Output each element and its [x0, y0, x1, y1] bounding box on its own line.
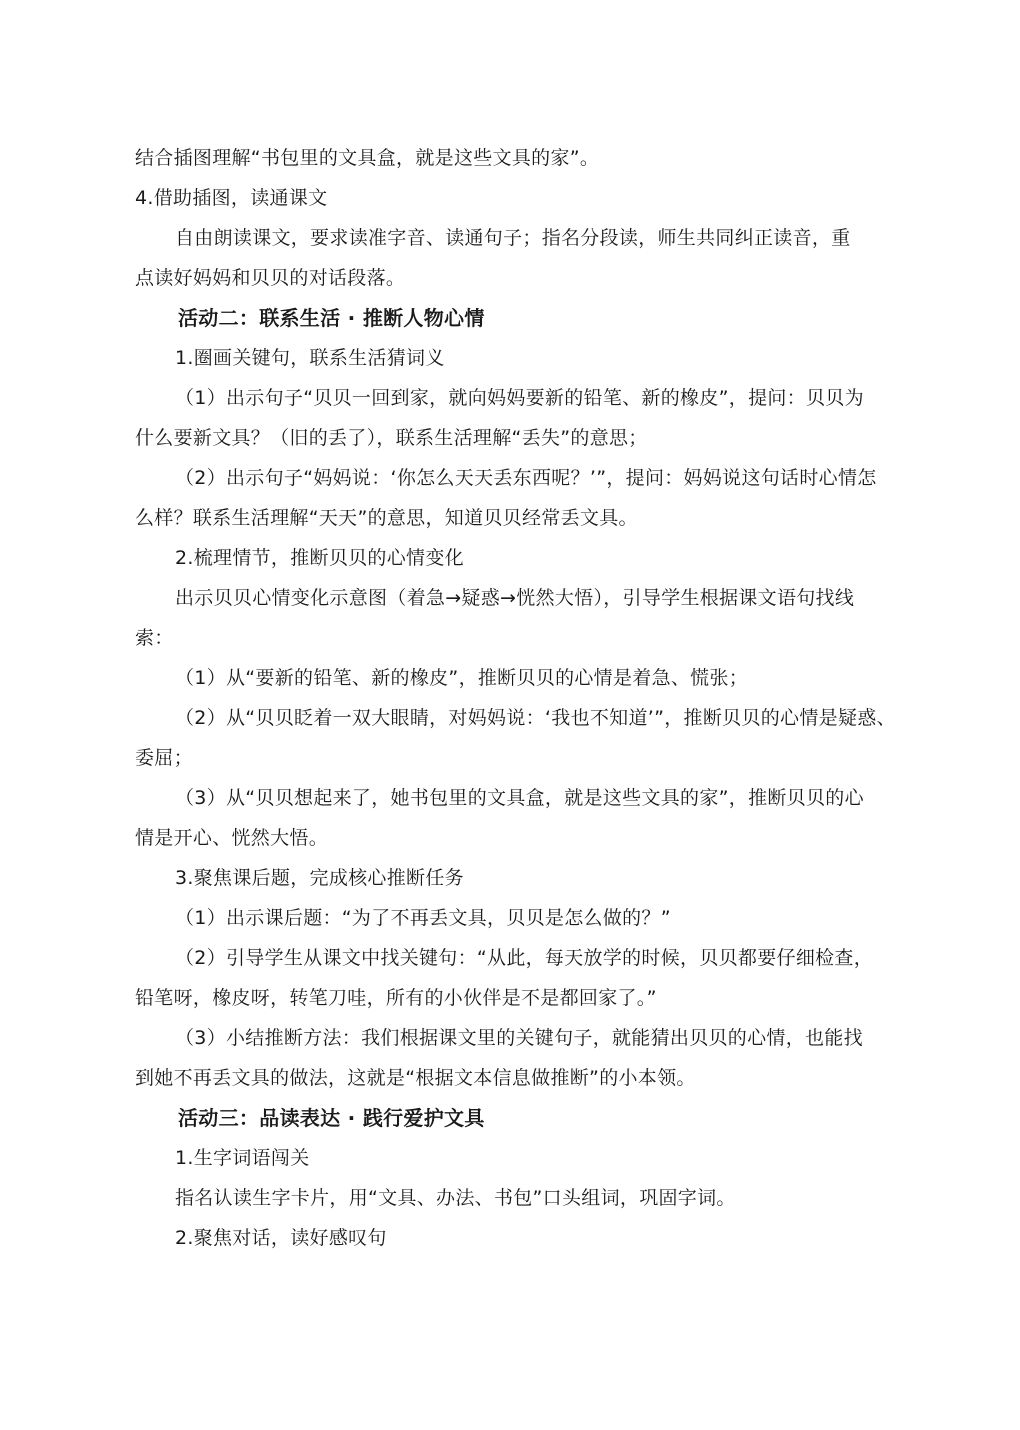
subsection-1: 1.圈画关键句，联系生活猜词义	[175, 347, 445, 369]
paragraph-line: （3）小结推断方法：我们根据课文里的关键句子，就能猜出贝贝的心情，也能找	[175, 1027, 863, 1049]
paragraph-line: （2）从“贝贝眨着一双大眼睛，对妈妈说：‘我也不知道’”，推断贝贝的心情是疑惑、	[175, 707, 896, 729]
paragraph-line: 出示贝贝心情变化示意图（着急→疑惑→恍然大悟），引导学生根据课文语句找线	[175, 587, 855, 609]
subsection-3: 3.聚焦课后题，完成核心推断任务	[175, 867, 464, 889]
paragraph-line: 自由朗读课文，要求读准字音、读通句子；指名分段读，师生共同纠正读音，重	[175, 227, 851, 249]
paragraph-line: （1）从“要新的铅笔、新的橡皮”，推断贝贝的心情是着急、慌张；	[175, 667, 749, 689]
paragraph-line: （1）出示课后题：“为了不再丢文具，贝贝是怎么做的？”	[175, 907, 671, 929]
section-item-4: 4.借助插图，读通课文	[135, 187, 328, 209]
paragraph-line: 么样？联系生活理解“天天”的意思，知道贝贝经常丢文具。	[135, 507, 638, 529]
paragraph-line: 结合插图理解“书包里的文具盒，就是这些文具的家”。	[135, 147, 600, 169]
activity-three-heading: 活动三：品读表达 · 践行爱护文具	[178, 1106, 485, 1130]
subsection-1: 1.生字词语闯关	[175, 1147, 310, 1169]
paragraph-line: 委屈；	[135, 747, 193, 769]
activity-two-heading: 活动二：联系生活 · 推断人物心情	[178, 306, 485, 330]
paragraph-line: 铅笔呀，橡皮呀，转笔刀哇，所有的小伙伴是不是都回家了。”	[135, 987, 657, 1009]
paragraph-line: （2）引导学生从课文中找关键句：“从此，每天放学的时候，贝贝都要仔细检查，	[175, 947, 874, 969]
paragraph-line: 指名认读生字卡片，用“文具、办法、书包”口头组词，巩固字词。	[175, 1187, 736, 1209]
paragraph-line: 情是开心、恍然大悟。	[135, 827, 329, 849]
paragraph-line: 到她不再丢文具的做法，这就是“根据文本信息做推断”的小本领。	[135, 1067, 696, 1089]
subsection-2: 2.梳理情节，推断贝贝的心情变化	[175, 547, 464, 569]
paragraph-line: 点读好妈妈和贝贝的对话段落。	[135, 267, 406, 289]
paragraph-line: 索：	[135, 627, 174, 649]
paragraph-line: （3）从“贝贝想起来了，她书包里的文具盒，就是这些文具的家”，推断贝贝的心	[175, 787, 864, 809]
paragraph-line: 什么要新文具？（旧的丢了），联系生活理解“丢失”的意思；	[135, 427, 648, 449]
paragraph-line: （1）出示句子“贝贝一回到家，就向妈妈要新的铅笔、新的橡皮”，提问：贝贝为	[175, 387, 864, 409]
paragraph-line: （2）出示句子“妈妈说：‘你怎么天天丢东西呢？’”，提问：妈妈说这句话时心情怎	[175, 467, 877, 489]
subsection-2: 2.聚焦对话，读好感叹句	[175, 1227, 387, 1249]
